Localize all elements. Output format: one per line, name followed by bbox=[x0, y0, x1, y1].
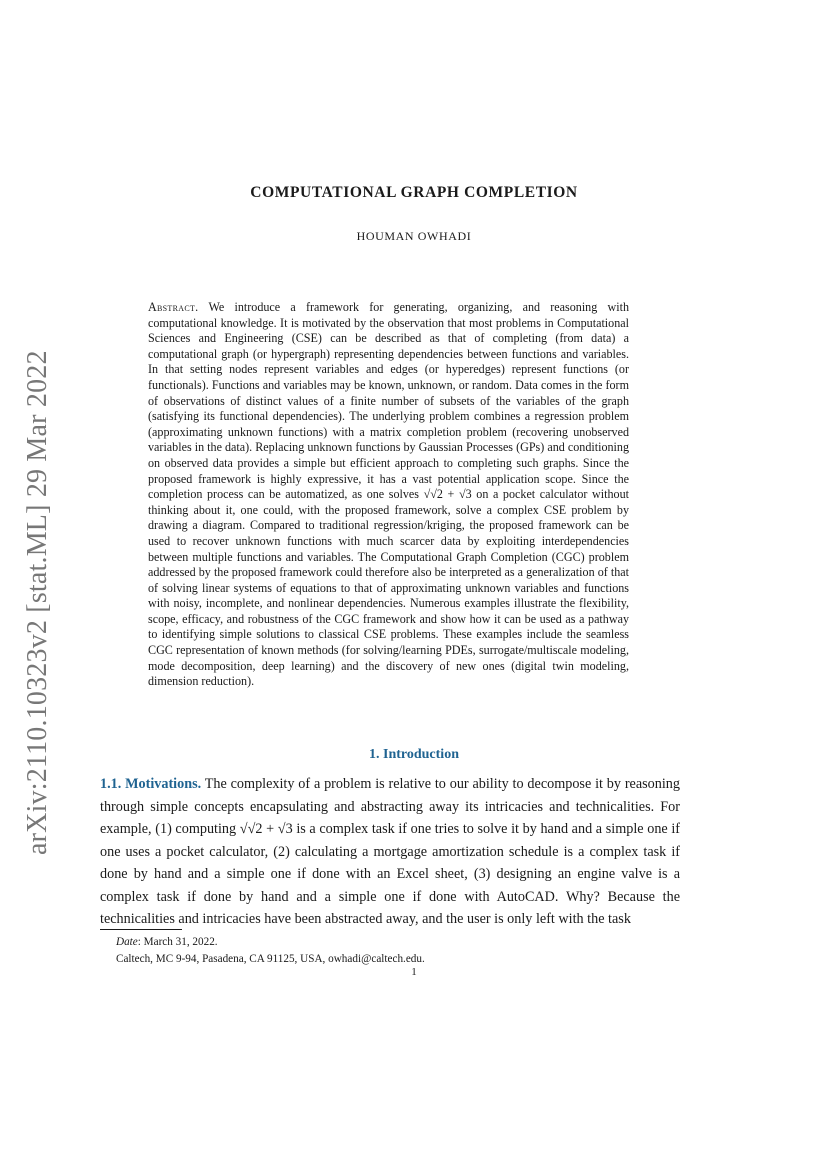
formula-plus: + bbox=[262, 821, 278, 837]
inner-radical-3: √ bbox=[277, 821, 286, 837]
outer-radical: √ bbox=[239, 821, 248, 837]
arxiv-identifier: arXiv:2110.10323v2 [stat.ML] 29 Mar 2022 bbox=[22, 350, 53, 855]
formula-sqrt-sqrt2-plus-sqrt3-inline bbox=[240, 821, 297, 837]
inner-radical-2: √ bbox=[430, 487, 437, 502]
section-heading: 1. Introduction bbox=[369, 747, 459, 762]
footnote-date bbox=[116, 934, 676, 951]
abstract-text-2: on a pocket calculator without thinking about it, one could, with the proposed framework, solve a complex CSE problem by drawing a diagram. Compared to traditional regression/kriging, the proposed framework can be used to recover unknown functions with much scarcer data by exploiting interdependencies between multiple functions and variables. The Computational Graph Completion (CGC) problem addressed by the proposed framework could therefore also be interpreted as a generalization of that of solving linear systems of equations to that of approximating unknown variables and functions with noisy, incomplete, and nonlinear dependencies. Numerous examples illustrate the flexibility, scope, efficacy, and robustness of the CGC framework and show how it can be used as a pathway to identifying simple solutions to classical CSE problems. These examples include the seamless CGC representation of known methods (for solving/learning PDEs, surrogate/multiscale modeling, mode decomposition, deep learning) and the discovery of new ones (digital twin modeling, dimension reduction). bbox=[148, 487, 630, 689]
footnote bbox=[116, 934, 676, 968]
page-number: 1 bbox=[411, 966, 417, 978]
abstract-text-1: We introduce a framework for generating, organizing, and reasoning with computational knowledge. It is motivated by the observation that most problems in Computational Sciences and Engineering (CSE) can be described as that of completing (from data) a computational graph (or hypergraph) representing dependencies between functions and variables. In that setting nodes represent variables and edges (or hyperedges) represent functions (or functionals). Functions and variables may be known, unknown, or random. Data comes in the form of observations of distinct values of a finite number of subsets of the variables of the graph (satisfying its functional dependencies). The underlying problem combines a regression problem (approximating unknown functions) with a matrix completion problem (recovering unobserved variables in the data). Replacing unknown functions by Gaussian Processes (GPs) and conditioning on observed data provides a simple but efficient approach to completing such graphs. Since the proposed framework is highly expressive, it has a vast potential application scope. Since the completion process can be automatized, as one solves bbox=[148, 300, 629, 502]
inner-radical-2: √ bbox=[247, 821, 256, 837]
introduction-paragraph bbox=[100, 773, 680, 931]
abstract bbox=[148, 300, 629, 690]
intro-text-2: is a complex task if one tries to solve it by hand and a simple one if one uses a pocket calculator, (2) calculating a mortgage amortization schedule is a complex task if done by hand and a simple one if done with an Excel sheet, (3) designing an engine valve is a complex task if done by hand and a simple one if done with AutoCAD. Why? Because the technicalities and intricacies have been abstracted away, and the user is only left with the task bbox=[100, 821, 681, 927]
date-value: : March 31, 2022. bbox=[137, 936, 218, 948]
outer-radical: √ bbox=[423, 487, 431, 502]
date-label: Date bbox=[116, 936, 138, 948]
formula-three: 3 bbox=[465, 487, 472, 502]
footnote-rule bbox=[100, 929, 182, 930]
paper-title: COMPUTATIONAL GRAPH COMPLETION bbox=[250, 184, 578, 201]
formula-three: 3 bbox=[285, 821, 293, 837]
author-name: HOUMAN OWHADI bbox=[356, 229, 472, 243]
formula-plus: + bbox=[442, 487, 459, 502]
formula-sqrt-sqrt2-plus-sqrt3 bbox=[424, 487, 477, 501]
inner-radical-3: √ bbox=[458, 487, 466, 502]
abstract-heading: Abstract. bbox=[148, 300, 199, 314]
formula-two: 2 bbox=[255, 821, 263, 837]
formula-two: 2 bbox=[436, 487, 443, 502]
subsection-heading: 1.1. Motivations. bbox=[100, 776, 202, 792]
intro-text-1: The complexity of a problem is relative to our ability to decompose it by reasoning through simple concepts encapsulating and abstracting away its intricacies and technicalities. For example, (1) computing bbox=[100, 776, 680, 837]
footnote-affiliation: Caltech, MC 9-94, Pasadena, CA 91125, USA, owhadi@caltech.edu. bbox=[116, 953, 425, 965]
